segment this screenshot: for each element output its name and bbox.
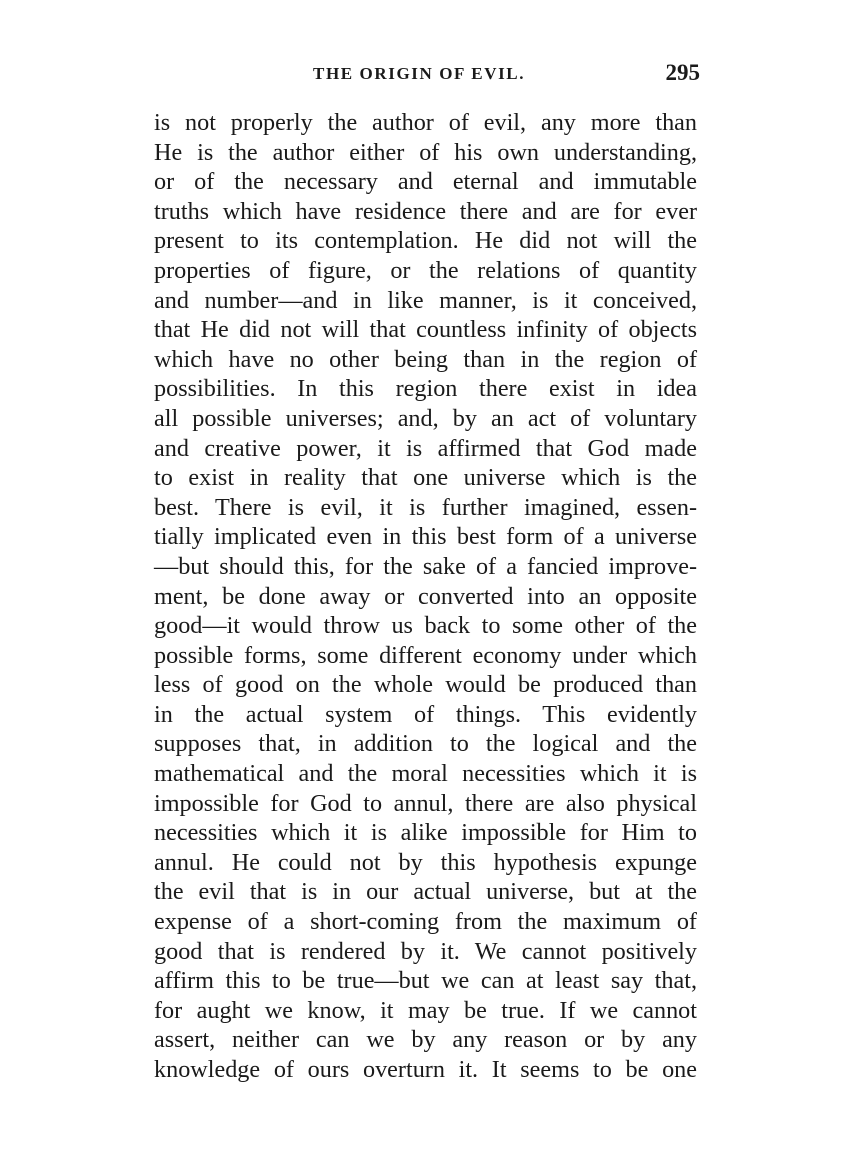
text-line: —but should this, for the sake of a fancied improve- [154, 552, 697, 580]
text-line: good—it would throw us back to some other of the [154, 612, 697, 640]
text-line: good that is rendered by it. We cannot positively [154, 937, 697, 965]
text-line: expense of a short-coming from the maximum of [154, 908, 697, 936]
text-line: and number—and in like manner, is it conceived, [154, 286, 697, 314]
text-line: the evil that is in our actual universe, but at the [154, 878, 697, 906]
text-line: in the actual system of things. This evidently [154, 700, 697, 728]
text-line: less of good on the whole would be produced than [154, 671, 697, 699]
text-line: ment, be done away or converted into an opposite [154, 582, 697, 610]
running-head [155, 62, 700, 92]
text-line: for aught we know, it may be true. If we cannot [154, 996, 697, 1024]
running-title: THE ORIGIN OF EVIL. [313, 64, 526, 83]
text-line: annul. He could not by this hypothesis expunge [154, 848, 697, 876]
text-line: knowledge of ours overturn it. It seems to be one [154, 1056, 697, 1083]
body-text [154, 108, 697, 1085]
text-line: mathematical and the moral necessities which it is [154, 760, 697, 788]
text-line: tially implicated even in this best form of a universe [154, 523, 697, 551]
page-number: 295 [665, 60, 700, 85]
text-line: possibilities. In this region there exist in idea [154, 375, 697, 403]
text-line: assert, neither can we by any reason or by any [154, 1026, 697, 1054]
text-line: supposes that, in addition to the logical and the [154, 730, 697, 758]
text-line: present to its contemplation. He did not will the [154, 227, 697, 255]
text-line: that He did not will that countless infinity of objects [154, 316, 697, 344]
text-line: properties of figure, or the relations of quantity [154, 256, 697, 284]
text-line: or of the necessary and eternal and immutable [154, 168, 697, 196]
text-line: all possible universes; and, by an act of voluntary [154, 404, 697, 432]
text-line: is not properly the author of evil, any more than [154, 109, 697, 136]
text-line: truths which have residence there and are for ever [154, 197, 697, 225]
text-line: to exist in reality that one universe which is the [154, 464, 697, 492]
text-line: necessities which it is alike impossible for Him to [154, 819, 697, 847]
text-line: impossible for God to annul, there are also physical [154, 789, 697, 817]
text-line: and creative power, it is affirmed that God made [154, 434, 697, 462]
text-line: affirm this to be true—but we can at least say that, [154, 967, 697, 995]
text-line: He is the author either of his own understanding, [154, 138, 697, 166]
text-line: which have no other being than in the region of [154, 345, 697, 373]
text-line: best. There is evil, it is further imagined, essen- [154, 493, 697, 521]
text-line: possible forms, some different economy under which [154, 641, 697, 669]
